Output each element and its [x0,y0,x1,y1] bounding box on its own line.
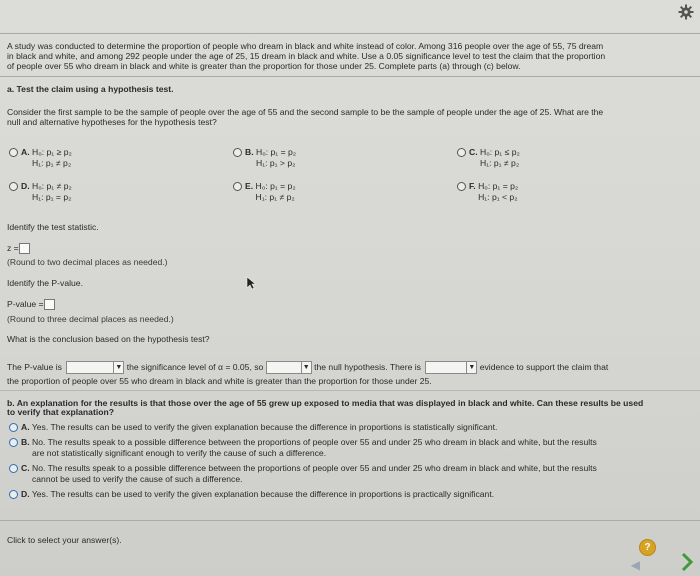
help-button[interactable]: ? [639,539,656,556]
radio-button[interactable] [9,423,18,432]
alternative-hypothesis: H₁: p₁ ≠ p₂ [31,158,72,168]
radio-button[interactable] [9,438,18,447]
null-hypothesis: H₀: p₁ = p₂ [255,181,296,191]
p-value-comparison-dropdown[interactable] [66,361,124,374]
null-hypothesis-decision-dropdown[interactable] [266,361,312,374]
hypothesis-option-b[interactable]: B. H₀: p₁ = p₂ H₁: p₁ > p₂ [233,147,296,169]
p-value-row [7,298,55,310]
p-value-input[interactable] [44,299,55,310]
radio-button[interactable] [233,182,242,191]
explanation-option-b[interactable]: B. No. The results speak to a possible difference between the proportions of people over 55 and under 25 who dream in black and white, but the results are not statistically significant enough to verify the cause of such a difference. [9,437,597,459]
footer-instruction: Click to select your answer(s). [7,535,122,545]
next-arrow-icon[interactable] [680,552,694,572]
test-statistic-prompt: Identify the test statistic. [7,222,99,232]
z-input[interactable] [19,243,30,254]
radio-button[interactable] [457,148,466,157]
evidence-dropdown[interactable] [425,361,477,374]
part-a-divider [0,390,700,391]
z-rounding-note: (Round to two decimal places as needed.) [7,257,168,267]
chevron-down-icon: ▼ [301,362,311,373]
alternative-hypothesis: H₁: p₁ < p₂ [478,192,518,202]
radio-button[interactable] [9,464,18,473]
z-label: z = [7,243,19,253]
intro-divider [0,76,700,77]
null-hypothesis: H₀: p₁ ≥ p₂ [31,147,72,157]
intro-line-3: of people over 55 who dream in black and white is greater than the proportion for those under 25. Complete parts (a) through (c) below. [7,61,521,71]
radio-button[interactable] [457,182,466,191]
alternative-hypothesis: H₁: p₁ = p₂ [31,192,72,202]
alternative-hypothesis: H₁: p₁ ≠ p₂ [479,158,520,168]
p-value-label: P-value = [7,299,44,309]
top-divider [0,33,700,34]
hypothesis-question-line-2: null and alternative hypotheses for the hypothesis test? [7,117,217,127]
radio-button[interactable] [9,490,18,499]
explanation-option-a[interactable]: A. Yes. The results can be used to verify the given explanation because the difference in proportions is statistically significant. [9,422,497,433]
chevron-down-icon: ▼ [466,362,476,373]
null-hypothesis: H₀: p₁ = p₂ [255,147,297,157]
alternative-hypothesis: H₁: p₁ > p₂ [255,158,296,168]
gear-icon[interactable] [678,4,694,20]
hypothesis-option-a[interactable]: A. H₀: p₁ ≥ p₂ H₁: p₁ ≠ p₂ [9,147,72,169]
hypothesis-option-e[interactable]: E. H₀: p₁ = p₂ H₁: p₁ ≠ p₂ [233,181,296,203]
hypothesis-option-d[interactable]: D. H₀: p₁ ≠ p₂ H₁: p₁ = p₂ [9,181,72,203]
mouse-cursor-icon [246,276,256,290]
top-bar [0,0,700,22]
footer-divider [0,520,700,521]
conclusion-sentence: The P-value is ▼ the significance level of α = 0.05, so ▼ the null hypothesis. There is ▼ evidence to support the claim that [7,360,608,374]
z-row [7,242,30,254]
p-value-prompt: Identify the P-value. [7,278,83,288]
hypothesis-option-f[interactable]: F. H₀: p₁ = p₂ H₁: p₁ < p₂ [457,181,518,203]
intro-line-1: A study was conducted to determine the proportion of people who dream in black and white instead of color. Among 316 people over the age of 55, 75 dream [7,41,604,51]
radio-button[interactable] [233,148,242,157]
previous-arrow-icon[interactable]: ◀ [630,558,640,572]
part-b-question-line-1: b. An explanation for the results is that those over the age of 55 grew up exposed to media that was displayed in black and white. Can these results be used [7,398,644,408]
hypothesis-option-c[interactable]: C. H₀: p₁ ≤ p₂ H₁: p₁ ≠ p₂ [457,147,520,169]
null-hypothesis: H₀: p₁ ≠ p₂ [31,181,72,191]
intro-line-2: in black and white, and among 292 people under the age of 25, 15 dream in black and white. Use a 0.05 significance level to test the claim that the proportion [7,51,606,61]
null-hypothesis: H₀: p₁ = p₂ [478,181,519,191]
chevron-down-icon: ▼ [113,362,123,373]
part-a-heading: a. Test the claim using a hypothesis test. [7,84,174,94]
radio-button[interactable] [9,182,18,191]
hypothesis-question-line-1: Consider the first sample to be the sample of people over the age of 55 and the second sample to be the sample of people under the age of 25. What are the [7,107,604,117]
explanation-option-d[interactable]: D. Yes. The results can be used to verify the given explanation because the difference in proportions is practically significant. [9,489,494,500]
radio-button[interactable] [9,148,18,157]
part-b-question-line-2: to verify that explanation? [7,407,114,417]
null-hypothesis: H₀: p₁ ≤ p₂ [479,147,520,157]
explanation-option-c[interactable]: C. No. The results speak to a possible difference between the proportions of people over 55 and under 25 who dream in black and white, but the results cannot be used to verify the cause of such a difference. [9,463,597,485]
conclusion-prompt: What is the conclusion based on the hypothesis test? [7,334,210,344]
conclusion-line-2: the proportion of people over 55 who dream in black and white is greater than the proportion for those under 25. [7,376,432,386]
p-value-rounding-note: (Round to three decimal places as needed.) [7,314,174,324]
alternative-hypothesis: H₁: p₁ ≠ p₂ [255,192,295,202]
